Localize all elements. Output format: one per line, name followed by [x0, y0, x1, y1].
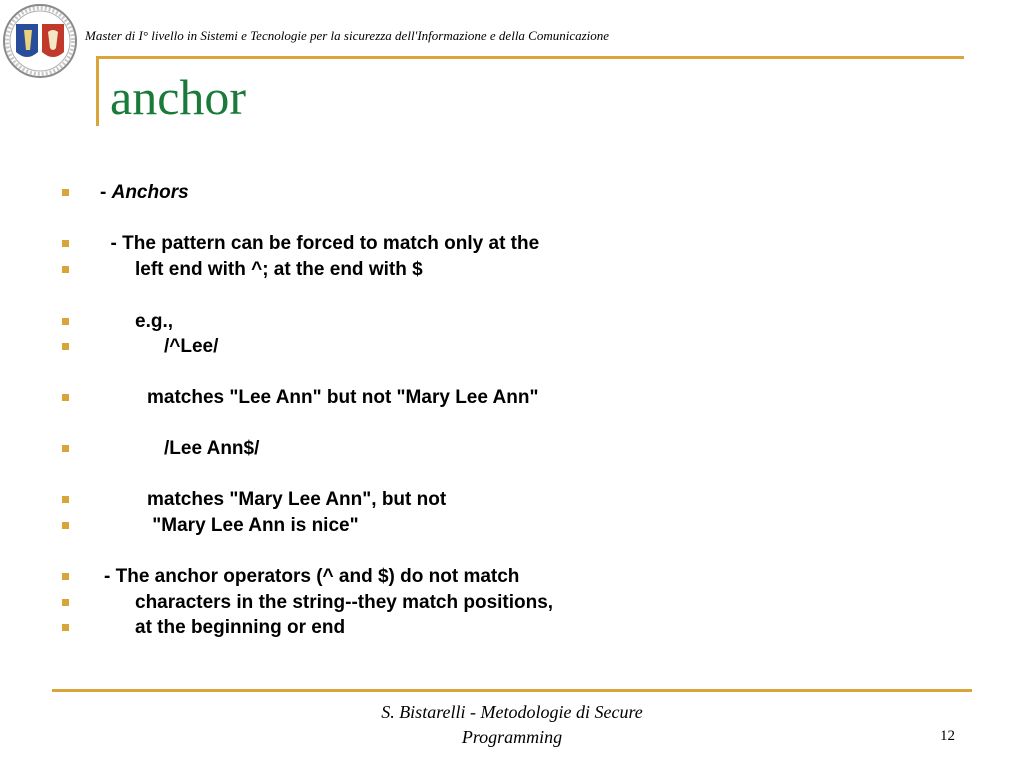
bullet-text: left end with ^; at the end with $ [135, 259, 423, 280]
page-number: 12 [940, 728, 955, 744]
bullet-item [0, 513, 1024, 539]
bullet-text: e.g., [135, 311, 174, 332]
bullet-item [0, 615, 1024, 641]
bullet-marker-icon [62, 445, 69, 452]
bullet-text: characters in the string--they match positions, [135, 592, 554, 613]
bullet-marker-icon [62, 599, 69, 606]
bullet-item [0, 436, 1024, 462]
bullet-item [0, 180, 1024, 206]
bullet-marker-icon [62, 496, 69, 503]
bullet-marker-icon [62, 573, 69, 580]
bullet-text: at the beginning or end [135, 617, 346, 638]
bullet-text: /Lee Ann$/ [164, 438, 260, 459]
bullet-item [0, 257, 1024, 283]
bullet-text: - The pattern can be forced to match only at the [100, 233, 540, 254]
bullet-marker-icon [62, 394, 69, 401]
bullet-item [0, 590, 1024, 616]
footer-divider [52, 689, 972, 692]
bullet-item [0, 385, 1024, 411]
bullet-marker-icon [62, 318, 69, 325]
header-caption: Master di I° livello in Sistemi e Tecnologie per la sicurezza dell'Informazione e della Comunicazione [85, 28, 610, 43]
bullet-text: matches "Lee Ann" but not "Mary Lee Ann" [147, 387, 539, 408]
bullet-item [0, 487, 1024, 513]
bullet-marker-icon [62, 343, 69, 350]
bullet-text: - Anchors [100, 182, 189, 203]
bullet-marker-icon [62, 240, 69, 247]
bullet-marker-icon [62, 522, 69, 529]
bullet-item [0, 231, 1024, 257]
bullet-marker-icon [62, 624, 69, 631]
footer-credit-line: Programming [461, 727, 563, 747]
bullet-item [0, 334, 1024, 360]
bullet-text: - The anchor operators (^ and $) do not match [104, 566, 520, 587]
bullet-text: "Mary Lee Ann is nice" [147, 515, 359, 536]
bullet-text: matches "Mary Lee Ann", but not [147, 489, 447, 510]
footer-credit-line: S. Bistarelli - Metodologie di Secure [381, 702, 643, 722]
bullet-item [0, 309, 1024, 335]
slide-title: anchor [110, 69, 247, 125]
bullet-item [0, 564, 1024, 590]
footer-credit [312, 700, 712, 750]
bullet-marker-icon [62, 266, 69, 273]
bullet-marker-icon [62, 189, 69, 196]
bullet-text: /^Lee/ [164, 336, 219, 357]
